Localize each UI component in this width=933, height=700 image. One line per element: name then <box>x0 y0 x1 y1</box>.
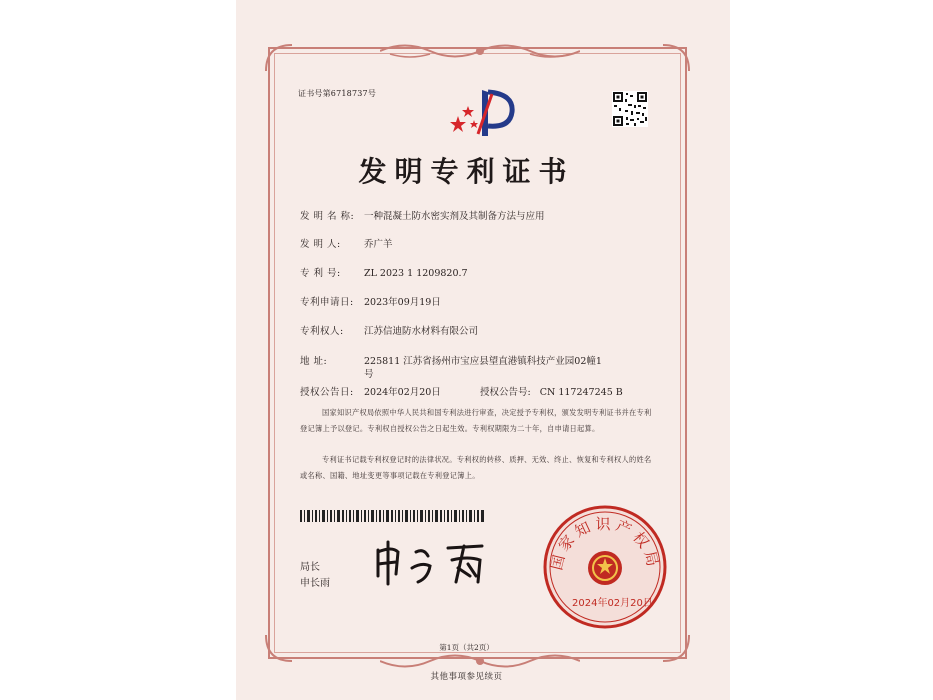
grant-number-value: CN 117247245 B <box>539 387 623 398</box>
field-filing-date <box>300 294 441 308</box>
certificate-number: 证书号第6718737号 <box>298 89 377 98</box>
official-seal <box>540 502 670 632</box>
certificate-paragraph-1: 国家知识产权局依照中华人民共和国专利法进行审查，决定授予专利权，颁发发明专利证书并在专利登记簿上予以登记。专利权自授权公告之日起生效。专利权期限为二十年，自申请日起算。 <box>300 408 652 433</box>
top-ornament <box>380 40 580 62</box>
filing-date-value: 2023年09月19日 <box>364 297 441 308</box>
field-patentee <box>300 323 478 337</box>
patent-number-label: 专 利 号: <box>300 268 341 279</box>
corner-ornament-tl <box>264 43 294 73</box>
grant-date-value: 2024年02月20日 <box>364 387 441 398</box>
field-inventor <box>300 236 393 250</box>
address-value-line2: 号 <box>364 369 374 380</box>
field-patent-number <box>300 265 468 279</box>
field-grant-date <box>300 384 441 398</box>
inventor-label: 发 明 人: <box>300 239 341 250</box>
certificate-paragraph-2: 专利证书记载专利权登记时的法律状况。专利权的转移、质押、无效、终止、恢复和专利权人的姓名或名称、国籍、地址变更等事项记载在专利登记簿上。 <box>300 455 652 480</box>
invention-name-label: 发 明 名 称: <box>300 211 355 222</box>
patentee-label: 专利权人: <box>300 326 344 337</box>
patent-office-logo-icon <box>448 86 520 138</box>
field-invention-name <box>300 208 545 222</box>
certificate-title: 发明专利证书 <box>358 155 575 188</box>
footer-note: 其他事项参见续页 <box>430 672 503 682</box>
grant-date-label: 授权公告日: <box>300 387 354 398</box>
barcode-icon <box>300 510 485 522</box>
field-grant-number <box>480 384 623 398</box>
field-address <box>300 353 602 367</box>
address-label: 地 址: <box>300 356 328 367</box>
corner-ornament-tr <box>661 43 691 73</box>
patentee-value: 江苏信迪防水材料有限公司 <box>364 326 479 337</box>
seal-date: 2024年02月20日 <box>572 598 653 609</box>
director-name: 申长雨 <box>300 578 330 589</box>
director-signature <box>372 538 492 588</box>
filing-date-label: 专利申请日: <box>300 297 354 308</box>
address-value-line1: 225811 江苏省扬州市宝应县望直港镇科技产业园02幢1 <box>364 356 602 367</box>
page-number: 第1页（共2页） <box>439 643 494 652</box>
seal-text: 国家知识产权局 <box>547 515 663 572</box>
director-label: 局长 <box>300 562 320 573</box>
patent-number-value: ZL 2023 1 1209820.7 <box>364 268 468 279</box>
inventor-value: 乔广羊 <box>364 239 393 250</box>
grant-number-label: 授权公告号: <box>480 387 531 398</box>
invention-name-value: 一种混凝土防水密实剂及其制备方法与应用 <box>364 211 545 222</box>
qr-code-icon <box>612 91 648 127</box>
bottom-ornament <box>380 650 580 672</box>
